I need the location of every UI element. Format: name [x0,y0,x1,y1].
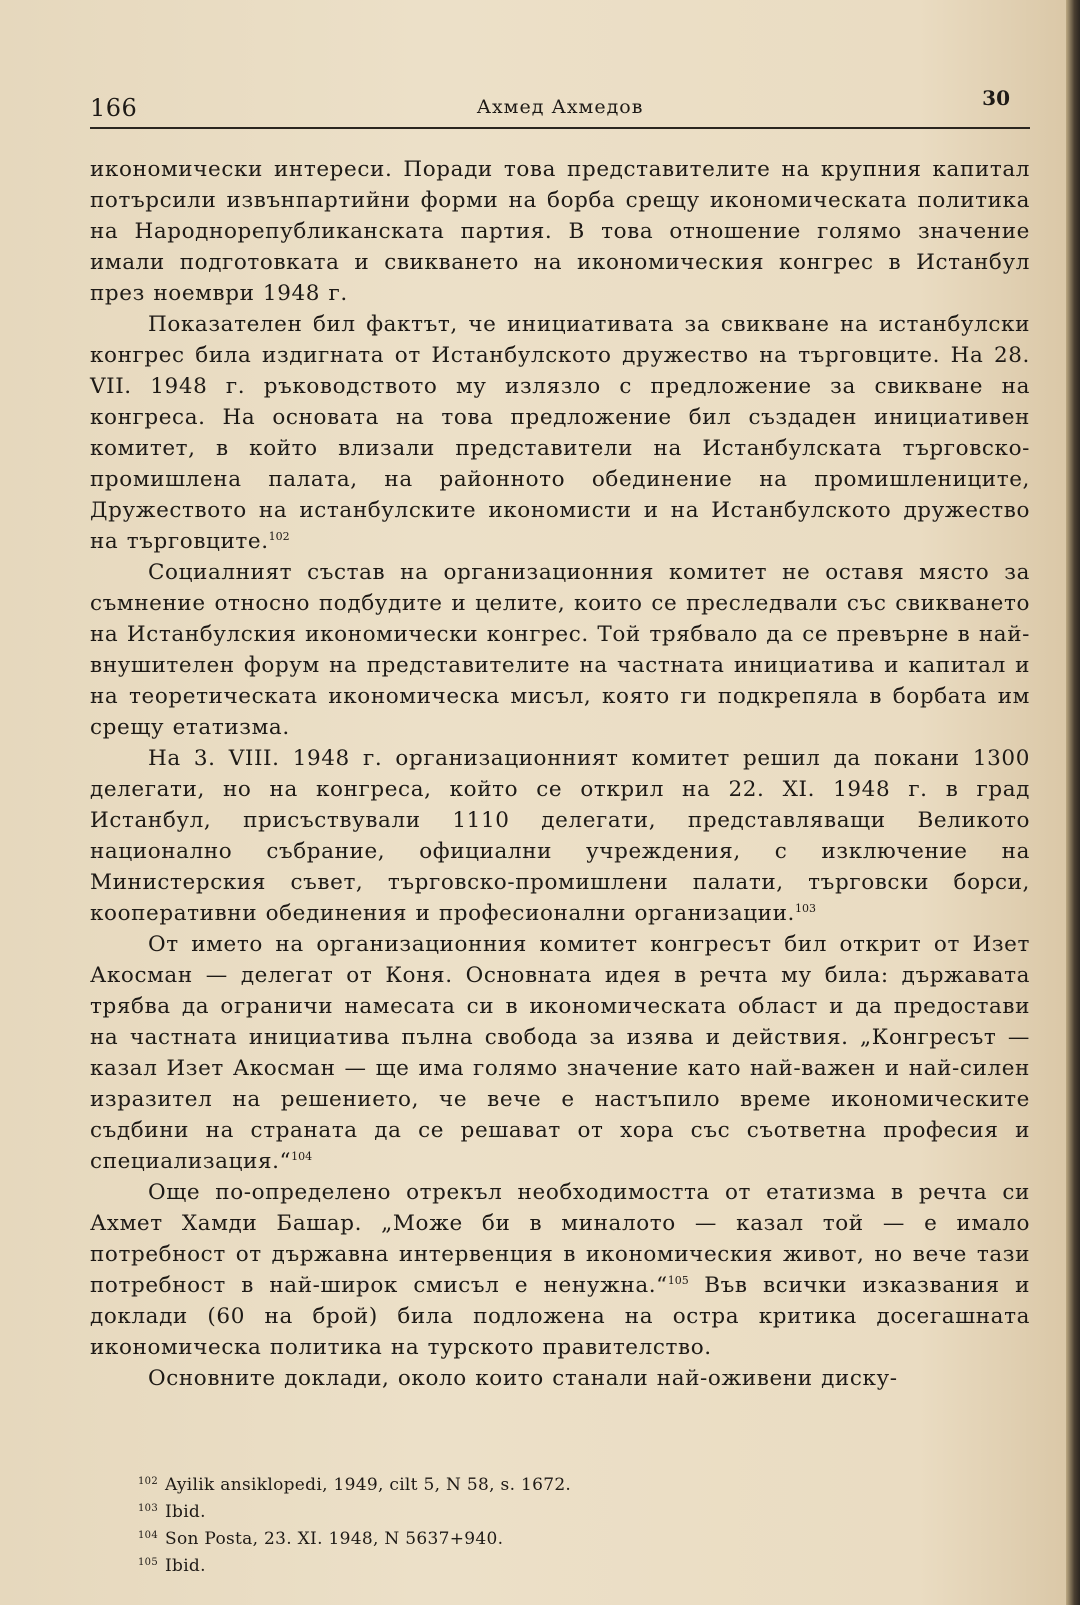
footnotes [138,1470,838,1578]
running-head-author: Ахмед Ахмедов [476,96,644,118]
paragraph-text: Социалният състав на организационния комитет не оставя място за съмнение относно подбудите и целите, които се преследвали със свикването на Истанбулския икономически конгрес. Той трябвало да се превърне в най-внушителен форум на представителите на частната инициатива и капитал и на теоретическата икономическа мисъл, която ги подкрепяла в борбата им срещу етатизма. [90,560,1030,740]
page-number: 166 [90,94,138,122]
footnote-text: Ibid. [165,1502,206,1522]
body-text [90,154,1030,1394]
footnote-number: 104 [138,1530,158,1541]
footnote-102 [138,1470,838,1497]
paragraph-3 [90,557,1030,743]
paragraph-text: Още по-определено отрекъл необходимостта от етатизма в речта си Ахмет Хамди Башар. „Може би в миналото — казал той — е имало потребност от държавна интервенция в икономическия живот, но вече тази потребност в най-широк смисъл е ненужна.“ [90,1180,1030,1298]
footnote-ref-105[interactable]: 105 [667,1274,689,1287]
footnote-104 [138,1524,838,1551]
page-header [90,86,1030,126]
paragraph-1 [90,154,1030,309]
page-spine-shadow [1066,0,1080,1605]
footnote-ref-103[interactable]: 103 [794,902,816,915]
footnote-text: Ayilik ansiklopedi, 1949, cilt 5, N 58, s. 1672. [165,1475,572,1495]
footnote-ref-104[interactable]: 104 [291,1150,313,1163]
footnote-ref-102[interactable]: 102 [268,530,290,543]
paragraph-5 [90,929,1030,1177]
footnote-text: Ibid. [165,1556,206,1576]
paragraph-text: На 3. VIII. 1948 г. организационният комитет решил да покани 1300 делегати, но на конгреса, който се открил на 22. XI. 1948 г. в град Истанбул, присъствували 1110 делегати, представляващи Великото национално събрание, официални учреждения, с изключение на Министерския съвет, търговско-промишлени палати, търговски борси, кооперативни обединения и професионални организации. [90,746,1030,926]
paragraph-text: Основните доклади, около които станали най-оживени диску- [148,1366,898,1391]
paragraph-7 [90,1363,1030,1394]
paragraph-text: икономически интереси. Поради това представителите на крупния капитал потърсили извънпартийни форми на борба срещу икономическата политика на Народнорепубликанската партия. В това отношение голямо значение имали подготовката и свикването на икономическия конгрес в Истанбул през ноември 1948 г. [90,157,1030,306]
paragraph-text: Показателен бил фактът, че инициативата за свикване на истанбулски конгрес била издигната от Истанбулското дружество на търговците. На 28. VII. 1948 г. ръководството му излязло с предложение за свикване на конгреса. На основата на това предложение бил създаден инициативен комитет, в който влизали представители на Истанбулската търговско-промишлена палата, на районното обединение на промишлениците, Дружеството на истанбулските икономисти и на Истанбулското дружество на търговците. [90,312,1030,554]
footnote-105 [138,1551,838,1578]
paragraph-text: От името на организационния комитет конгресът бил открит от Изет Акосман — делегат от Коня. Основната идея в речта му била: държавата трябва да ограничи намесата си в икономическата област и да предостави на частната инициатива пълна свобода за изява и действия. „Конгресът — казал Изет Акосман — ще има голямо значение като най-важен и най-силен изразител на решението, че вече е настъпило време икономическите съдбини на страната да се решават от хора със съответна професия и специализация.“ [90,932,1030,1174]
chapter-number: 30 [982,86,1010,110]
paragraph-4 [90,743,1030,929]
footnote-number: 102 [138,1476,158,1487]
footnote-103 [138,1497,838,1524]
footnote-text: Son Posta, 23. XI. 1948, N 5637+940. [165,1529,504,1549]
paragraph-text-continued: Във всички изказвания и доклади (60 на брой) била подложена на остра критика досегашната икономическа политика на турското правителство. [90,1273,1030,1360]
paragraph-2 [90,309,1030,557]
paragraph-6 [90,1177,1030,1363]
footnote-number: 105 [138,1557,158,1568]
footnote-number: 103 [138,1503,158,1514]
header-rule [90,127,1030,129]
